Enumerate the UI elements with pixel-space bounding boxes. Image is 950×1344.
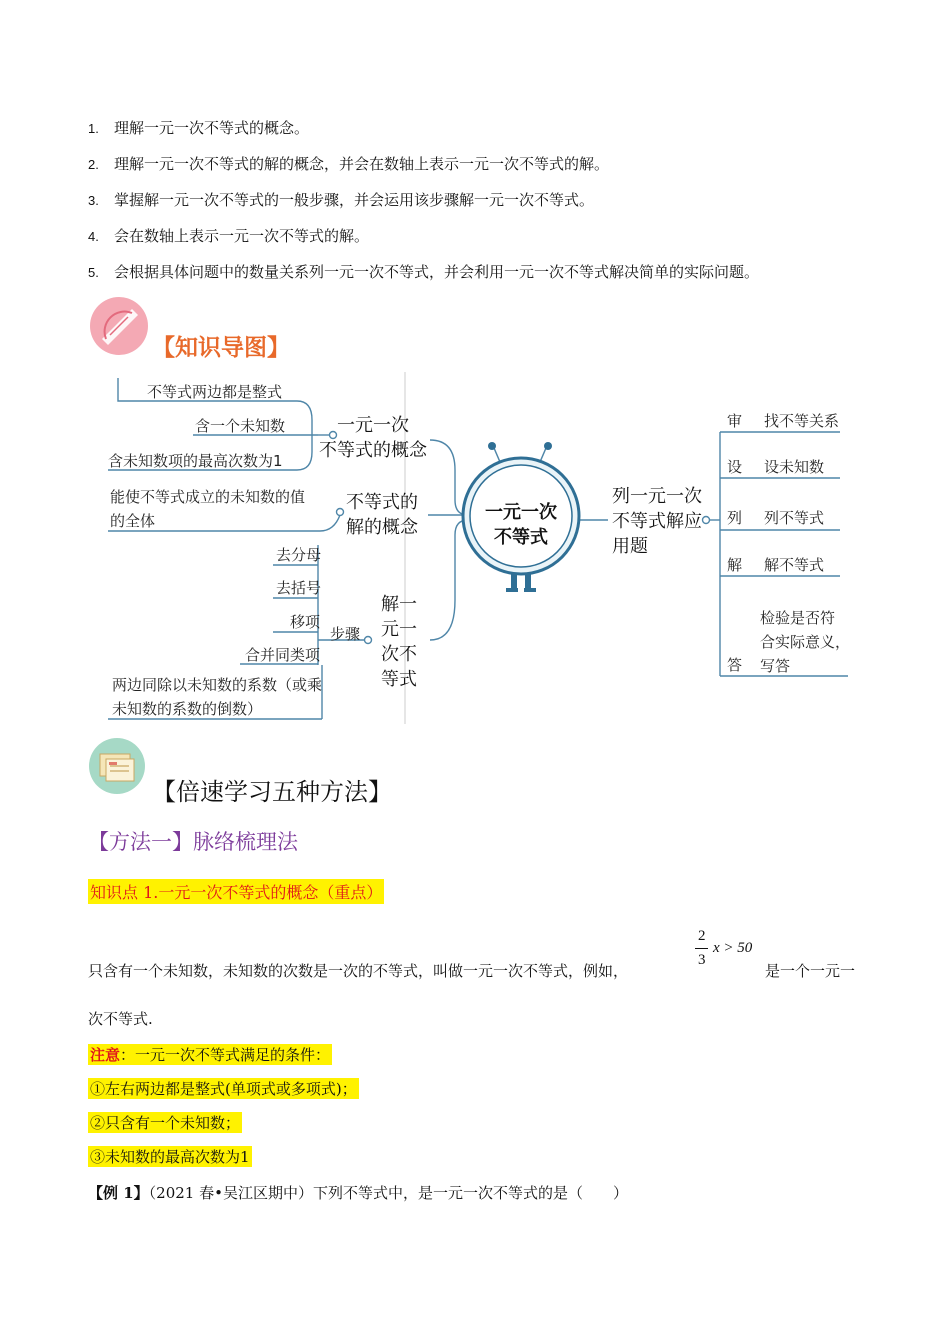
objective-number: 3. xyxy=(88,193,99,208)
example-label: 【例 1】 xyxy=(88,1184,149,1202)
definition-text-cont: 是一个一元一 xyxy=(765,962,856,980)
solve-label-line: 次不 xyxy=(381,644,417,665)
application-step-text: 解不等式 xyxy=(764,556,825,574)
concept-label xyxy=(312,413,434,463)
section-title-mindmap: 【知识导图】 xyxy=(152,335,290,361)
solve-step: 去括号 xyxy=(276,579,322,597)
concept-label-line: 一元一次 xyxy=(337,415,409,436)
application-label xyxy=(612,484,712,559)
note-item: ①左右两边都是整式(单项式或多项式)； xyxy=(90,1080,357,1098)
solve-step: 未知数的系数的倒数） xyxy=(112,700,263,718)
application-label-line: 列一元一次 xyxy=(612,486,702,507)
solution-item: 的全体 xyxy=(110,512,156,530)
application-step-key: 列 xyxy=(727,509,743,527)
formula-numerator: 2 xyxy=(698,928,706,944)
concept-label-line: 不等式的概念 xyxy=(319,440,427,461)
solve-steps-label: 步骤 xyxy=(330,625,361,643)
concept-item: 含未知数项的最高次数为1 xyxy=(108,452,283,470)
application-label-line: 不等式解应 xyxy=(612,511,702,532)
objective-text: 会在数轴上表示一元一次不等式的解。 xyxy=(114,227,370,245)
example-formula xyxy=(695,928,765,978)
application-step-key: 设 xyxy=(727,458,743,476)
concept-item: 含一个未知数 xyxy=(195,417,286,435)
objective-number: 2. xyxy=(88,157,99,172)
application-step-text-line: 合实际意义， xyxy=(760,633,851,651)
objective-5 xyxy=(88,262,759,283)
objective-text: 掌握解一元一次不等式的一般步骤，并会运用该步骤解一元一次不等式。 xyxy=(114,191,595,209)
mindmap-center xyxy=(475,500,567,550)
objective-2 xyxy=(88,154,609,175)
application-step-text-line: 检验是否符 xyxy=(760,609,836,627)
solution-label-line: 解的概念 xyxy=(346,517,418,538)
application-step-key: 答 xyxy=(727,656,743,674)
application-step-text xyxy=(760,606,850,678)
solution-label xyxy=(346,490,426,540)
mindmap-center-line: 不等式 xyxy=(494,527,548,548)
concept-item: 不等式两边都是整式 xyxy=(147,383,283,401)
objective-number: 4. xyxy=(88,229,99,244)
solve-step: 合并同类项 xyxy=(245,646,321,664)
notes-icon xyxy=(88,737,146,795)
solve-step: 移项 xyxy=(290,613,321,631)
formula-fraction-bar xyxy=(695,948,708,949)
formula-denominator: 3 xyxy=(698,952,706,968)
solve-label-line: 等式 xyxy=(381,669,417,690)
protractor-icon xyxy=(88,295,150,357)
objective-text: 理解一元一次不等式的解的概念，并会在数轴上表示一元一次不等式的解。 xyxy=(114,155,610,173)
example-text: （2021 春•吴江区期中）下列不等式中，是一元一次不等式的是（ ） xyxy=(148,1184,628,1202)
objective-number: 5. xyxy=(88,265,99,280)
objective-text: 会根据具体问题中的数量关系列一元一次不等式，并会利用一元一次不等式解决简单的实际问题。 xyxy=(114,263,760,281)
note-head xyxy=(88,1044,332,1065)
solution-item: 能使不等式成立的未知数的值 xyxy=(110,488,306,506)
solve-step: 两边同除以未知数的系数（或乘 xyxy=(112,676,323,694)
solve-step: 去分母 xyxy=(276,546,322,564)
knowledge-point-title: 知识点 1.一元一次不等式的概念（重点） xyxy=(88,879,384,904)
application-step-text: 列不等式 xyxy=(764,509,825,527)
mindmap-center-line: 一元一次 xyxy=(485,502,557,523)
application-step-text-line: 写答 xyxy=(760,657,791,675)
definition-text-end: 次不等式. xyxy=(88,1010,153,1028)
objective-number: 1. xyxy=(88,121,99,136)
solve-label-line: 元一 xyxy=(381,619,417,640)
objective-1 xyxy=(88,118,309,139)
method-title: 【方法一】脉络梳理法 xyxy=(88,830,298,854)
application-step-key: 解 xyxy=(727,556,743,574)
solution-label-line: 不等式的 xyxy=(346,492,418,513)
formula-rest: x > 50 xyxy=(713,940,753,956)
solve-label-line: 解一 xyxy=(381,594,417,615)
example-1 xyxy=(88,1182,628,1203)
objective-text: 理解一元一次不等式的概念。 xyxy=(114,119,310,137)
application-step-text: 找不等关系 xyxy=(764,412,840,430)
objective-3 xyxy=(88,190,594,211)
note-head-text: ：一元一次不等式满足的条件： xyxy=(120,1046,331,1064)
application-step-key: 审 xyxy=(727,412,743,430)
note-item: ③未知数的最高次数为1 xyxy=(90,1148,250,1166)
definition-text: 只含有一个未知数，未知数的次数是一次的不等式，叫做一元一次不等式，例如， xyxy=(88,962,629,980)
solve-label xyxy=(381,592,421,692)
section-title-methods: 【倍速学习五种方法】 xyxy=(152,778,392,806)
objective-4 xyxy=(88,226,369,247)
application-label-line: 用题 xyxy=(612,536,648,557)
application-step-text: 设未知数 xyxy=(764,458,825,476)
note-item: ②只含有一个未知数； xyxy=(90,1114,241,1132)
note-label: 注意 xyxy=(90,1046,121,1064)
